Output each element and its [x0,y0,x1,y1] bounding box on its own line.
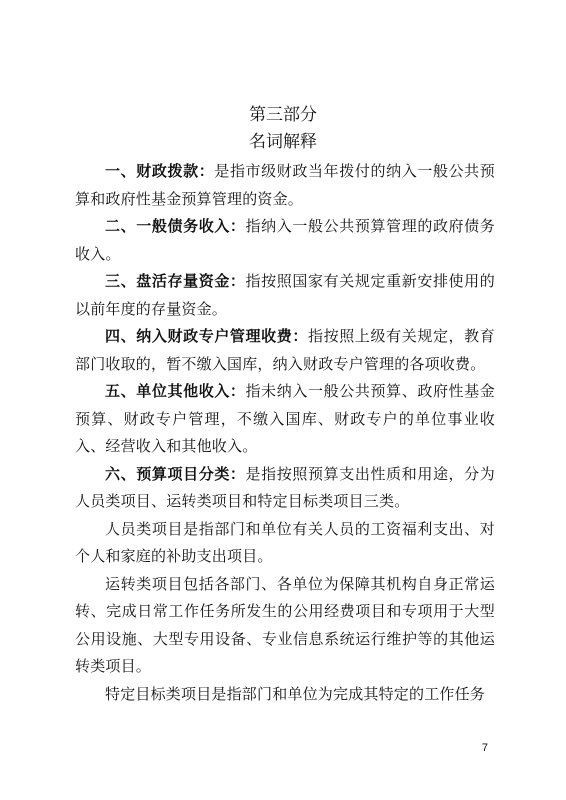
paragraph-2 [75,213,495,268]
term-definition: 是指按照预算支出性质和用途，分为人员类项目、运转类项目和特定目标类项目三类。 [75,464,495,510]
paragraph-3 [75,268,495,323]
term-definition: 指纳入一般公共预算管理的政府债务收入。 [75,217,495,263]
paragraph-7 [75,516,495,571]
paragraph-8 [75,571,495,681]
term-definition: 是指市级财政当年拨付的纳入一般公共预算和政府性基金预算管理的资金。 [75,162,496,208]
term-label: 四、纳入财政专户管理收费： [105,327,309,345]
term-definition: 指按照上级有关规定，教育部门收取的，暂不缴入国库，纳入财政专户管理的各项收费。 [75,327,495,373]
page-number: 7 [481,742,488,754]
term-definition: 指按照国家有关规定重新安排使用的以前年度的存量资金。 [75,272,495,318]
term-label: 五、单位其他收入： [105,382,246,400]
term-label: 三、盘活存量资金： [105,272,246,290]
term-label: 六、预算项目分类： [105,464,246,483]
section-heading: 名词解释 [249,132,317,152]
paragraph-9 [75,681,495,709]
paragraph-text: 特定目标类项目是指部门和单位为完成其特定的工作任务 [105,684,486,703]
paragraph-text: 运转类项目包括各部门、各单位为保障其机构自身正常运转、完成日常工作任务所发生的公用经费项目和专项用于大型公用设施、大型专用设备、专业信息系统运行维护等的其他运转类项目。 [75,574,495,675]
paragraph-4 [75,323,495,378]
paragraph-1 [75,158,495,213]
term-label: 二、一般债务收入： [105,217,246,235]
paragraph-6 [75,461,495,516]
term-definition: 指未纳入一般公共预算、政府性基金预算、财政专户管理，不缴入国库、财政专户的单位事业收入、经营收入和其他收入。 [75,382,495,455]
term-label: 一、财政拨款： [105,162,215,180]
paragraph-text: 人员类项目是指部门和单位有关人员的工资福利支出、对个人和家庭的补助支出项目。 [75,519,495,565]
part-heading: 第三部分 [249,105,317,125]
body-text [75,158,495,708]
paragraph-5 [75,378,495,461]
